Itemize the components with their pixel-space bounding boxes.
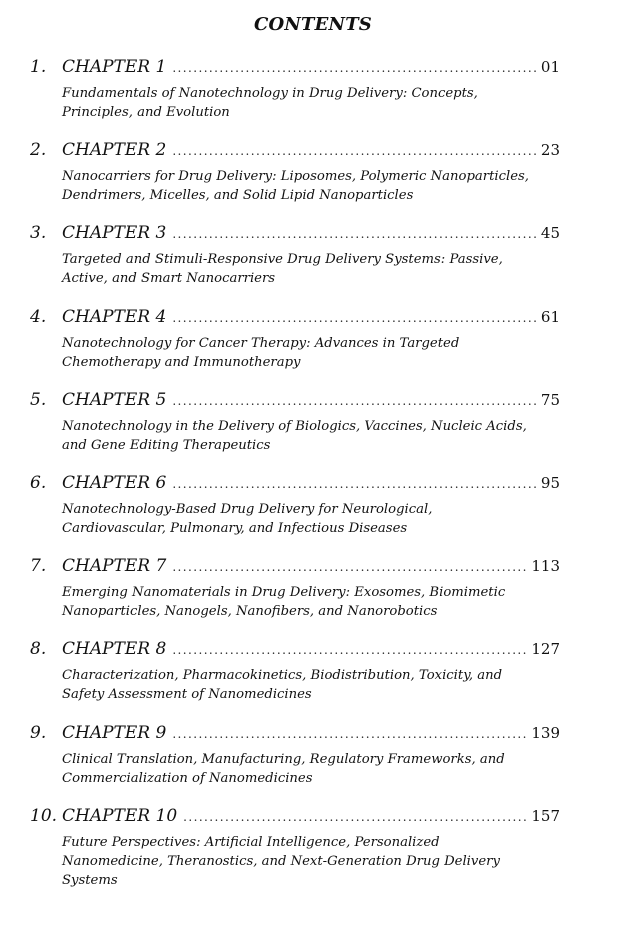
entry-description-line: Clinical Translation, Manufacturing, Regulatory Frameworks, and	[62, 751, 505, 767]
dot-leader	[172, 727, 527, 741]
toc-entry-head	[30, 57, 560, 81]
entry-number: 3.	[30, 223, 47, 244]
entry-description-line: Nanotechnology-Based Drug Delivery for Neurological,	[62, 501, 433, 517]
entry-number: 4.	[30, 306, 47, 327]
entry-number: 7.	[30, 556, 47, 577]
entry-number: 2.	[30, 140, 47, 161]
page-heading: CONTENTS	[253, 14, 373, 35]
entry-description-line: Nanocarriers for Drug Delivery: Liposomes, Polymeric Nanoparticles,	[62, 169, 529, 185]
entry-page-number: 157	[531, 806, 560, 825]
entry-description-line: Nanotechnology in the Delivery of Biologics, Vaccines, Nucleic Acids,	[62, 418, 527, 434]
entry-description-line: Active, and Smart Nanocarriers	[62, 271, 276, 287]
entry-chapter-title: CHAPTER 2	[62, 140, 167, 161]
entry-description-line: Chemotherapy and Immunotherapy	[62, 354, 301, 370]
entry-page-number: 113	[531, 557, 560, 576]
entry-page-number: 23	[540, 141, 560, 160]
entry-chapter-title: CHAPTER 9	[62, 722, 167, 743]
entry-description-line: Fundamentals of Nanotechnology in Drug Delivery: Concepts,	[62, 86, 478, 101]
entry-description-line: Emerging Nanomaterials in Drug Delivery: Exosomes, Biomimetic	[62, 585, 506, 601]
entry-description	[62, 167, 560, 205]
dot-leader	[172, 394, 537, 408]
toc-entry	[30, 723, 560, 806]
entry-number: 9.	[30, 722, 47, 743]
entry-description-line: Nanotechnology for Cancer Therapy: Advances in Targeted	[62, 335, 460, 351]
toc-entry-head	[30, 723, 560, 747]
entry-page-number: 61	[540, 307, 560, 326]
entry-page-number: 75	[540, 390, 560, 409]
entry-description-line: Targeted and Stimuli-Responsive Drug Delivery Systems: Passive,	[62, 252, 503, 268]
toc-entry	[30, 806, 560, 889]
toc-entry-head	[30, 223, 560, 247]
entry-page-number: 139	[531, 723, 560, 742]
toc-entry	[30, 140, 560, 223]
toc-entry-head	[30, 639, 560, 663]
entry-description-line: Nanomedicine, Theranostics, and Next-Generation Drug Delivery	[62, 853, 500, 869]
dot-leader	[172, 643, 527, 657]
entry-description-line: and Gene Editing Therapeutics	[62, 437, 271, 453]
entry-page-number: 01	[540, 58, 560, 76]
entry-page-number: 45	[540, 224, 560, 243]
entry-page-number: 127	[531, 640, 560, 659]
dot-leader	[172, 61, 537, 75]
dot-leader	[183, 810, 527, 824]
entry-chapter-title: CHAPTER 5	[62, 389, 167, 410]
dot-leader	[172, 477, 537, 491]
entry-number: 1.	[30, 57, 47, 77]
toc-list	[30, 57, 560, 889]
entry-description-line: Principles, and Evolution	[62, 105, 230, 120]
toc-entry	[30, 473, 560, 556]
entry-page-number: 95	[540, 473, 560, 492]
entry-chapter-title: CHAPTER 6	[62, 472, 167, 493]
toc-entry-head	[30, 307, 560, 331]
toc-entry-head	[30, 140, 560, 164]
entry-chapter-title: CHAPTER 8	[62, 639, 167, 660]
toc-entry	[30, 556, 560, 639]
entry-description-line: Safety Assessment of Nanomedicines	[62, 687, 312, 703]
toc-entry	[30, 223, 560, 306]
entry-description-line: Systems	[62, 872, 118, 888]
entry-number: 8.	[30, 639, 47, 660]
toc-entry-head	[30, 806, 560, 830]
entry-description	[62, 833, 560, 890]
entry-number: 5.	[30, 389, 47, 410]
toc-entry	[30, 639, 560, 722]
entry-description	[62, 417, 560, 455]
dot-leader	[172, 144, 537, 158]
entry-description-line: Cardiovascular, Pulmonary, and Infectious Diseases	[62, 520, 408, 536]
dot-leader	[172, 560, 527, 574]
entry-chapter-title: CHAPTER 3	[62, 223, 167, 244]
entry-description-line: Nanoparticles, Nanogels, Nanofibers, and Nanorobotics	[62, 604, 438, 620]
entry-description	[62, 334, 560, 372]
entry-chapter-title: CHAPTER 4	[62, 306, 167, 327]
entry-description	[62, 583, 560, 621]
toc-entry	[30, 307, 560, 390]
entry-description	[62, 500, 560, 538]
toc-entry-head	[30, 473, 560, 497]
entry-chapter-title: CHAPTER 1	[62, 57, 167, 77]
entry-description-line: Commercialization of Nanomedicines	[62, 770, 313, 786]
entry-description	[62, 84, 560, 122]
entry-chapter-title: CHAPTER 10	[62, 805, 178, 826]
entry-description	[62, 666, 560, 704]
dot-leader	[172, 227, 537, 241]
toc-entry	[30, 390, 560, 473]
toc-entry-head	[30, 390, 560, 414]
entry-description	[62, 250, 560, 288]
entry-description-line: Characterization, Pharmacokinetics, Biodistribution, Toxicity, and	[62, 668, 503, 684]
entry-description	[62, 750, 560, 788]
entry-description-line: Dendrimers, Micelles, and Solid Lipid Nanoparticles	[62, 188, 414, 204]
toc-entry	[30, 57, 560, 140]
entry-number: 6.	[30, 472, 47, 493]
toc-entry-head	[30, 556, 560, 580]
entry-number: 10.	[30, 805, 58, 826]
entry-description-line: Future Perspectives: Artificial Intelligence, Personalized	[62, 834, 440, 850]
dot-leader	[172, 311, 537, 325]
entry-chapter-title: CHAPTER 7	[62, 556, 167, 577]
